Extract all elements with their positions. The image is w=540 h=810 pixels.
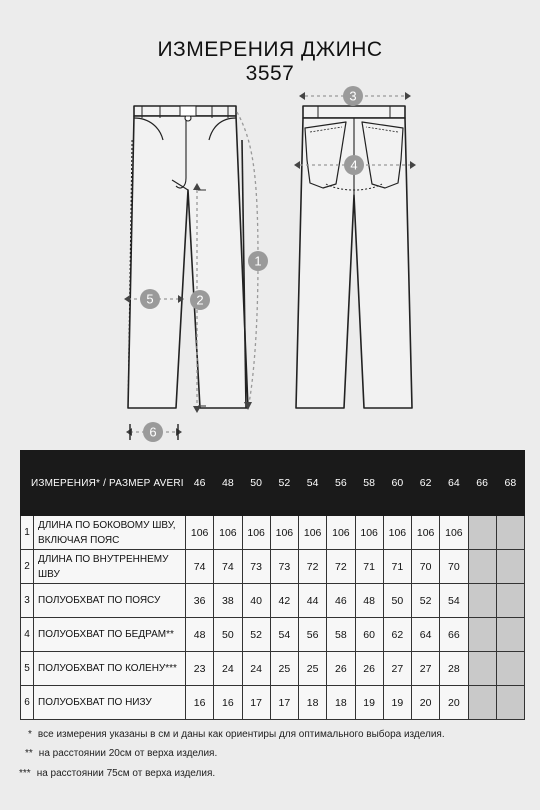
unavailable-cell (496, 550, 524, 584)
value-cell: 73 (242, 550, 270, 584)
row-index: 6 (21, 686, 34, 720)
svg-text:3: 3 (349, 88, 357, 104)
size-header: 64 (440, 451, 468, 516)
value-cell: 19 (383, 686, 411, 720)
unavailable-cell (496, 516, 524, 550)
svg-text:6: 6 (149, 424, 157, 440)
svg-text:1: 1 (254, 253, 262, 269)
value-cell: 106 (242, 516, 270, 550)
value-cell: 48 (355, 584, 383, 618)
value-cell: 62 (383, 618, 411, 652)
value-cell: 50 (214, 618, 242, 652)
size-header: 68 (496, 451, 524, 516)
value-cell: 72 (327, 550, 355, 584)
size-header: 60 (383, 451, 411, 516)
value-cell: 71 (355, 550, 383, 584)
page-title: ИЗМЕРЕНИЯ ДЖИНС (157, 38, 383, 61)
value-cell: 25 (270, 652, 298, 686)
row-index: 2 (21, 550, 34, 584)
value-cell: 50 (383, 584, 411, 618)
value-cell: 26 (327, 652, 355, 686)
row-label: ПОЛУОБХВАТ ПО КОЛЕНУ*** (34, 652, 186, 686)
value-cell: 18 (327, 686, 355, 720)
unavailable-cell (468, 652, 496, 686)
jeans-back-view (296, 106, 412, 408)
value-cell: 19 (355, 686, 383, 720)
value-cell: 106 (412, 516, 440, 550)
row-label: ПОЛУОБХВАТ ПО НИЗУ (34, 686, 186, 720)
marker-5 (140, 289, 160, 309)
row-index: 3 (21, 584, 34, 618)
value-cell: 23 (186, 652, 214, 686)
value-cell: 54 (270, 618, 298, 652)
svg-text:4: 4 (350, 157, 358, 173)
svg-text:5: 5 (146, 291, 154, 307)
value-cell: 56 (299, 618, 327, 652)
value-cell: 106 (355, 516, 383, 550)
header-label: ИЗМЕРЕНИЯ* / РАЗМЕР AVERI (21, 451, 186, 516)
value-cell: 27 (383, 652, 411, 686)
value-cell: 74 (214, 550, 242, 584)
value-cell: 106 (327, 516, 355, 550)
row-index: 5 (21, 652, 34, 686)
value-cell: 106 (299, 516, 327, 550)
value-cell: 26 (355, 652, 383, 686)
jeans-front-view (128, 106, 248, 408)
value-cell: 64 (412, 618, 440, 652)
value-cell: 58 (327, 618, 355, 652)
size-header: 48 (214, 451, 242, 516)
value-cell: 106 (270, 516, 298, 550)
unavailable-cell (496, 652, 524, 686)
value-cell: 36 (186, 584, 214, 618)
table-row (21, 550, 525, 584)
table-row (21, 584, 525, 618)
value-cell: 24 (214, 652, 242, 686)
value-cell: 44 (299, 584, 327, 618)
marker-3 (343, 86, 363, 106)
value-cell: 66 (440, 618, 468, 652)
value-cell: 70 (412, 550, 440, 584)
marker-6 (143, 422, 163, 442)
row-label: ПОЛУОБХВАТ ПО ПОЯСУ (34, 584, 186, 618)
size-header: 46 (186, 451, 214, 516)
value-cell: 20 (440, 686, 468, 720)
unavailable-cell (468, 686, 496, 720)
table-row (21, 516, 525, 550)
unavailable-cell (496, 686, 524, 720)
unavailable-cell (468, 618, 496, 652)
marker-4 (344, 155, 364, 175)
value-cell: 18 (299, 686, 327, 720)
value-cell: 52 (242, 618, 270, 652)
svg-text:2: 2 (196, 292, 204, 308)
value-cell: 48 (186, 618, 214, 652)
value-cell: 42 (270, 584, 298, 618)
marker-1 (248, 251, 268, 271)
footnote-2: ** на расстоянии 20см от верха изделия. (25, 748, 218, 759)
value-cell: 52 (412, 584, 440, 618)
value-cell: 106 (214, 516, 242, 550)
size-header: 62 (412, 451, 440, 516)
value-cell: 60 (355, 618, 383, 652)
footnote-1: * все измерения указаны в см и даны как ориентиры для оптимального выбора изделия. (28, 729, 445, 740)
value-cell: 40 (242, 584, 270, 618)
unavailable-cell (496, 618, 524, 652)
size-header: 54 (299, 451, 327, 516)
size-header: 52 (270, 451, 298, 516)
size-header: 56 (327, 451, 355, 516)
row-index: 1 (21, 516, 34, 550)
value-cell: 54 (440, 584, 468, 618)
footnote-3: *** на расстоянии 75см от верха изделия. (19, 768, 216, 779)
value-cell: 27 (412, 652, 440, 686)
table-row (21, 686, 525, 720)
value-cell: 106 (383, 516, 411, 550)
value-cell: 106 (186, 516, 214, 550)
article-number: 3557 (245, 62, 295, 85)
value-cell: 106 (440, 516, 468, 550)
value-cell: 70 (440, 550, 468, 584)
marker-2 (190, 290, 210, 310)
value-cell: 73 (270, 550, 298, 584)
value-cell: 71 (383, 550, 411, 584)
row-label: ПОЛУОБХВАТ ПО БЕДРАМ** (34, 618, 186, 652)
value-cell: 46 (327, 584, 355, 618)
value-cell: 38 (214, 584, 242, 618)
table-row (21, 652, 525, 686)
value-cell: 20 (412, 686, 440, 720)
row-label: ДЛИНА ПО БОКОВОМУ ШВУ, ВКЛЮЧАЯ ПОЯС (34, 516, 186, 550)
unavailable-cell (468, 584, 496, 618)
value-cell: 24 (242, 652, 270, 686)
unavailable-cell (496, 584, 524, 618)
size-header: 50 (242, 451, 270, 516)
value-cell: 25 (299, 652, 327, 686)
table-row (21, 618, 525, 652)
size-header: 58 (355, 451, 383, 516)
size-header: 66 (468, 451, 496, 516)
value-cell: 17 (242, 686, 270, 720)
value-cell: 72 (299, 550, 327, 584)
row-index: 4 (21, 618, 34, 652)
value-cell: 28 (440, 652, 468, 686)
unavailable-cell (468, 550, 496, 584)
size-table-header (21, 451, 525, 516)
value-cell: 16 (214, 686, 242, 720)
unavailable-cell (468, 516, 496, 550)
value-cell: 74 (186, 550, 214, 584)
row-label: ДЛИНА ПО ВНУТРЕННЕМУ ШВУ (34, 550, 186, 584)
value-cell: 16 (186, 686, 214, 720)
size-table (20, 450, 525, 720)
value-cell: 17 (270, 686, 298, 720)
